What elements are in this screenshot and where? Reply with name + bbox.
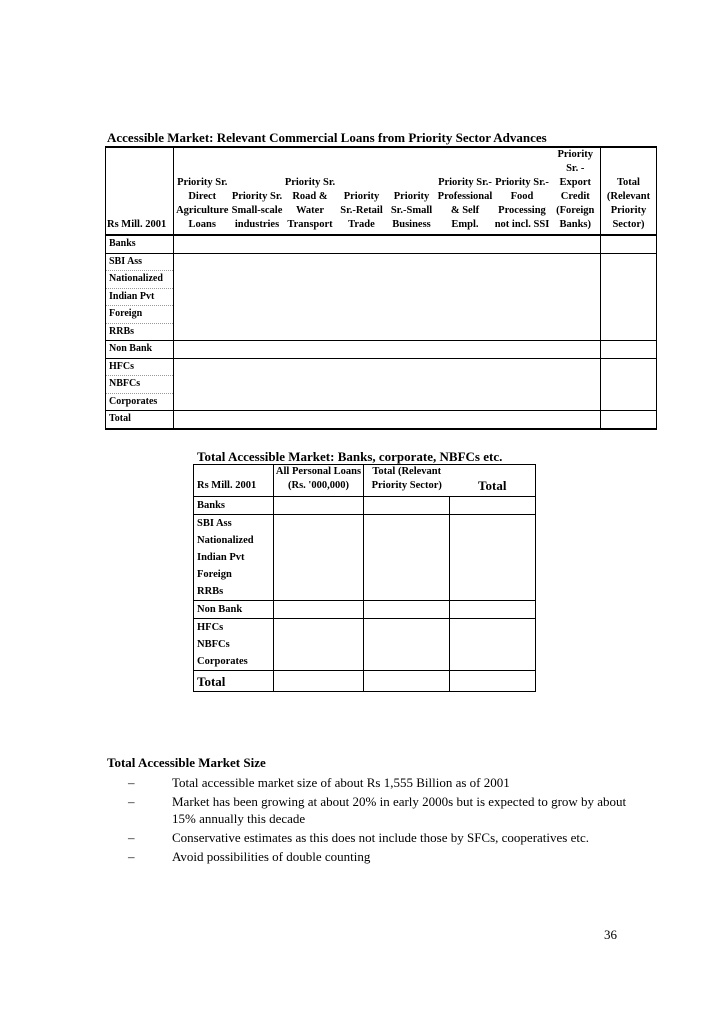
table2-column-header: Total (Relevant Priority Sector) — [364, 465, 450, 497]
table1-cell — [494, 271, 551, 289]
table1-cell — [387, 341, 437, 359]
table1-cell — [601, 253, 657, 271]
table1-column-header: Priority Sr. - Export Credit (Foreign Banks) — [551, 147, 601, 235]
table-row — [106, 253, 657, 271]
table1-cell — [174, 411, 231, 429]
table2-cell — [450, 619, 536, 637]
table1-row-label: NBFCs — [106, 376, 174, 394]
list-item — [128, 848, 628, 865]
table1-cell — [494, 358, 551, 376]
table2-cell — [274, 566, 364, 583]
table1-cell — [231, 358, 284, 376]
table2-cell — [364, 497, 450, 515]
table1-cell — [551, 288, 601, 306]
table1-cell — [601, 411, 657, 429]
table1-cell — [601, 288, 657, 306]
table2-cell — [364, 671, 450, 692]
table1-row-label: RRBs — [106, 323, 174, 341]
table1-cell — [601, 271, 657, 289]
table1-cell — [231, 288, 284, 306]
table1-cell — [337, 341, 387, 359]
table2-cell — [450, 636, 536, 653]
table2-row-label: SBI Ass — [194, 515, 274, 533]
table-row — [194, 601, 536, 619]
table1-cell — [601, 393, 657, 411]
table1-title: Accessible Market: Relevant Commercial Loans from Priority Sector Advances — [107, 130, 547, 145]
table2-cell — [364, 515, 450, 533]
table1-cell — [551, 376, 601, 394]
table2-cell — [450, 653, 536, 671]
table2-cell — [450, 601, 536, 619]
bullet-text: Conservative estimates as this does not include those by SFCs, cooperatives etc. — [172, 830, 590, 845]
table-row — [194, 532, 536, 549]
table2-row-label: NBFCs — [194, 636, 274, 653]
table1-column-header: Priority Sr. Road & Water Transport — [284, 147, 337, 235]
table1-cell — [231, 271, 284, 289]
table2-row-label: Nationalized — [194, 532, 274, 549]
table1-cell — [174, 235, 231, 253]
table1-cell — [387, 411, 437, 429]
table1-cell — [231, 376, 284, 394]
table1-cell — [284, 288, 337, 306]
table-row — [106, 393, 657, 411]
table1-cell — [284, 376, 337, 394]
table2-column-header: Total — [450, 465, 536, 497]
table1-cell — [437, 288, 494, 306]
table1-cell — [551, 235, 601, 253]
table1-cell — [494, 376, 551, 394]
table1-cell — [174, 323, 231, 341]
table-row — [106, 288, 657, 306]
table-row — [106, 411, 657, 429]
table1-column-header: Priority Sr.-Professional & Self Empl. — [437, 147, 494, 235]
table1-cell — [231, 253, 284, 271]
table2-cell — [364, 619, 450, 637]
table1-cell — [284, 358, 337, 376]
table1-cell — [601, 358, 657, 376]
table2-cell — [274, 671, 364, 692]
table1-cell — [337, 323, 387, 341]
page-number: 36 — [604, 927, 617, 942]
table1-column-header: Priority Sr.-Food Processing not incl. SSI — [494, 147, 551, 235]
table2-cell — [274, 619, 364, 637]
table-row — [194, 583, 536, 601]
list-item — [128, 793, 628, 827]
table1-row-label: SBI Ass — [106, 253, 174, 271]
table1-cell — [551, 358, 601, 376]
table1-column-header: Total (Relevant Priority Sector) — [601, 147, 657, 235]
table1-cell — [174, 253, 231, 271]
table2-column-header: Rs Mill. 2001 — [194, 465, 274, 497]
table1-cell — [601, 306, 657, 324]
table1-row-label: Banks — [106, 235, 174, 253]
table1-cell — [174, 271, 231, 289]
table1-cell — [174, 306, 231, 324]
table1-cell — [601, 376, 657, 394]
table2-column-header: All Personal Loans (Rs. '000,000) — [274, 465, 364, 497]
table1-cell — [337, 376, 387, 394]
table-row — [194, 566, 536, 583]
table2-cell — [364, 532, 450, 549]
table2-cell — [364, 653, 450, 671]
table2-row-label: Indian Pvt — [194, 549, 274, 566]
dash-bullet-icon: – — [128, 775, 135, 790]
dash-bullet-icon: – — [128, 849, 135, 864]
table-row — [106, 358, 657, 376]
table1-cell — [174, 358, 231, 376]
table2-cell — [450, 532, 536, 549]
table2-row-label: Non Bank — [194, 601, 274, 619]
table2-row-label: Total — [194, 671, 274, 692]
table1-cell — [174, 393, 231, 411]
table1-header-row — [106, 147, 657, 235]
table1-column-header: Rs Mill. 2001 — [106, 147, 174, 235]
table-row — [106, 271, 657, 289]
table2-cell — [364, 549, 450, 566]
table-row — [194, 515, 536, 533]
table1-cell — [494, 393, 551, 411]
table1-cell — [601, 235, 657, 253]
table1-cell — [174, 341, 231, 359]
list-item — [128, 774, 628, 791]
table2-cell — [274, 636, 364, 653]
table1-row-label: Foreign — [106, 306, 174, 324]
table1-cell — [337, 271, 387, 289]
table1-cell — [551, 253, 601, 271]
bullet-text: Market has been growing at about 20% in early 2000s but is expected to grow by about 15% annually this decade — [172, 794, 627, 826]
table1-cell — [231, 235, 284, 253]
table2-cell — [274, 497, 364, 515]
list-item — [128, 829, 628, 846]
table1-cell — [494, 341, 551, 359]
table1-cell — [337, 288, 387, 306]
table-row — [194, 636, 536, 653]
table-row — [194, 619, 536, 637]
table-row — [106, 341, 657, 359]
table1-cell — [337, 306, 387, 324]
table1-cell — [437, 323, 494, 341]
table2-cell — [450, 497, 536, 515]
table2-row-label: RRBs — [194, 583, 274, 601]
table1-column-header: Priority Sr. Direct Agriculture Loans — [174, 147, 231, 235]
table1-cell — [551, 341, 601, 359]
table1-cell — [494, 288, 551, 306]
table2-cell — [274, 583, 364, 601]
table1-cell — [494, 411, 551, 429]
bullet-text: Total accessible market size of about Rs 1,555 Billion as of 2001 — [172, 775, 510, 790]
dash-bullet-icon: – — [128, 830, 135, 845]
table2-row-label: HFCs — [194, 619, 274, 637]
table2-cell — [274, 653, 364, 671]
table1-cell — [551, 411, 601, 429]
table1-cell — [284, 271, 337, 289]
table2-cell — [450, 549, 536, 566]
table1-cell — [231, 411, 284, 429]
table1-column-header: Priority Sr.-Small Business — [387, 147, 437, 235]
table1-column-header: Priority Sr.-Retail Trade — [337, 147, 387, 235]
table2-cell — [364, 601, 450, 619]
table1-cell — [284, 411, 337, 429]
table1-cell — [284, 393, 337, 411]
table1-cell — [387, 253, 437, 271]
table1-cell — [494, 306, 551, 324]
table1-cell — [174, 288, 231, 306]
table1-row-label: Non Bank — [106, 341, 174, 359]
table1-cell — [231, 393, 284, 411]
table-row — [106, 376, 657, 394]
table-row — [194, 549, 536, 566]
table1-cell — [437, 411, 494, 429]
table-row — [194, 671, 536, 692]
table1-cell — [387, 376, 437, 394]
table1-cell — [437, 271, 494, 289]
table1-cell — [337, 253, 387, 271]
table1-cell — [231, 323, 284, 341]
table-row — [106, 235, 657, 253]
table1-cell — [494, 323, 551, 341]
table1-cell — [387, 306, 437, 324]
table1-cell — [494, 253, 551, 271]
table2-row-label: Corporates — [194, 653, 274, 671]
table2-cell — [450, 583, 536, 601]
table1-cell — [231, 306, 284, 324]
table2-row-label: Foreign — [194, 566, 274, 583]
table1-cell — [231, 341, 284, 359]
table1-cell — [387, 235, 437, 253]
table2-cell — [450, 515, 536, 533]
table1-column-header: Priority Sr. Small-scale industries — [231, 147, 284, 235]
market-size-heading: Total Accessible Market Size — [107, 755, 266, 770]
table2-row-label: Banks — [194, 497, 274, 515]
table1-cell — [437, 358, 494, 376]
table1-cell — [337, 358, 387, 376]
table1-cell — [387, 271, 437, 289]
total-market-table — [193, 464, 536, 692]
market-size-bullets — [128, 774, 628, 867]
table2-cell — [274, 532, 364, 549]
table1-cell — [551, 306, 601, 324]
table1-cell — [174, 376, 231, 394]
table2-cell — [274, 515, 364, 533]
table-row — [194, 653, 536, 671]
table1-cell — [284, 253, 337, 271]
table1-cell — [387, 358, 437, 376]
table1-cell — [437, 393, 494, 411]
table2-title: Total Accessible Market: Banks, corporate, NBFCs etc. — [197, 449, 503, 464]
table1-cell — [437, 376, 494, 394]
table1-cell — [284, 323, 337, 341]
table-row — [194, 497, 536, 515]
table1-cell — [551, 271, 601, 289]
table-row — [106, 323, 657, 341]
table2-header-row — [194, 465, 536, 497]
table1-cell — [437, 341, 494, 359]
table-row — [106, 306, 657, 324]
dash-bullet-icon: – — [128, 794, 135, 809]
table1-cell — [284, 235, 337, 253]
table1-cell — [337, 411, 387, 429]
table1-cell — [601, 341, 657, 359]
table1-cell — [387, 288, 437, 306]
table1-cell — [601, 323, 657, 341]
table1-cell — [387, 323, 437, 341]
table1-cell — [337, 393, 387, 411]
table2-cell — [364, 583, 450, 601]
table2-cell — [274, 601, 364, 619]
table1-cell — [551, 393, 601, 411]
table1-cell — [437, 306, 494, 324]
table1-cell — [284, 306, 337, 324]
table1-cell — [551, 323, 601, 341]
bullet-text: Avoid possibilities of double counting — [172, 849, 371, 864]
table1-cell — [494, 235, 551, 253]
table1-cell — [284, 341, 337, 359]
priority-sector-table — [105, 146, 657, 430]
table1-cell — [437, 253, 494, 271]
table1-row-label: HFCs — [106, 358, 174, 376]
table1-row-label: Nationalized — [106, 271, 174, 289]
table1-row-label: Indian Pvt — [106, 288, 174, 306]
table2-cell — [450, 671, 536, 692]
table2-cell — [364, 566, 450, 583]
table1-cell — [337, 235, 387, 253]
table2-cell — [450, 566, 536, 583]
table1-row-label: Total — [106, 411, 174, 429]
table1-cell — [437, 235, 494, 253]
table2-cell — [274, 549, 364, 566]
table1-cell — [387, 393, 437, 411]
table2-cell — [364, 636, 450, 653]
table1-row-label: Corporates — [106, 393, 174, 411]
